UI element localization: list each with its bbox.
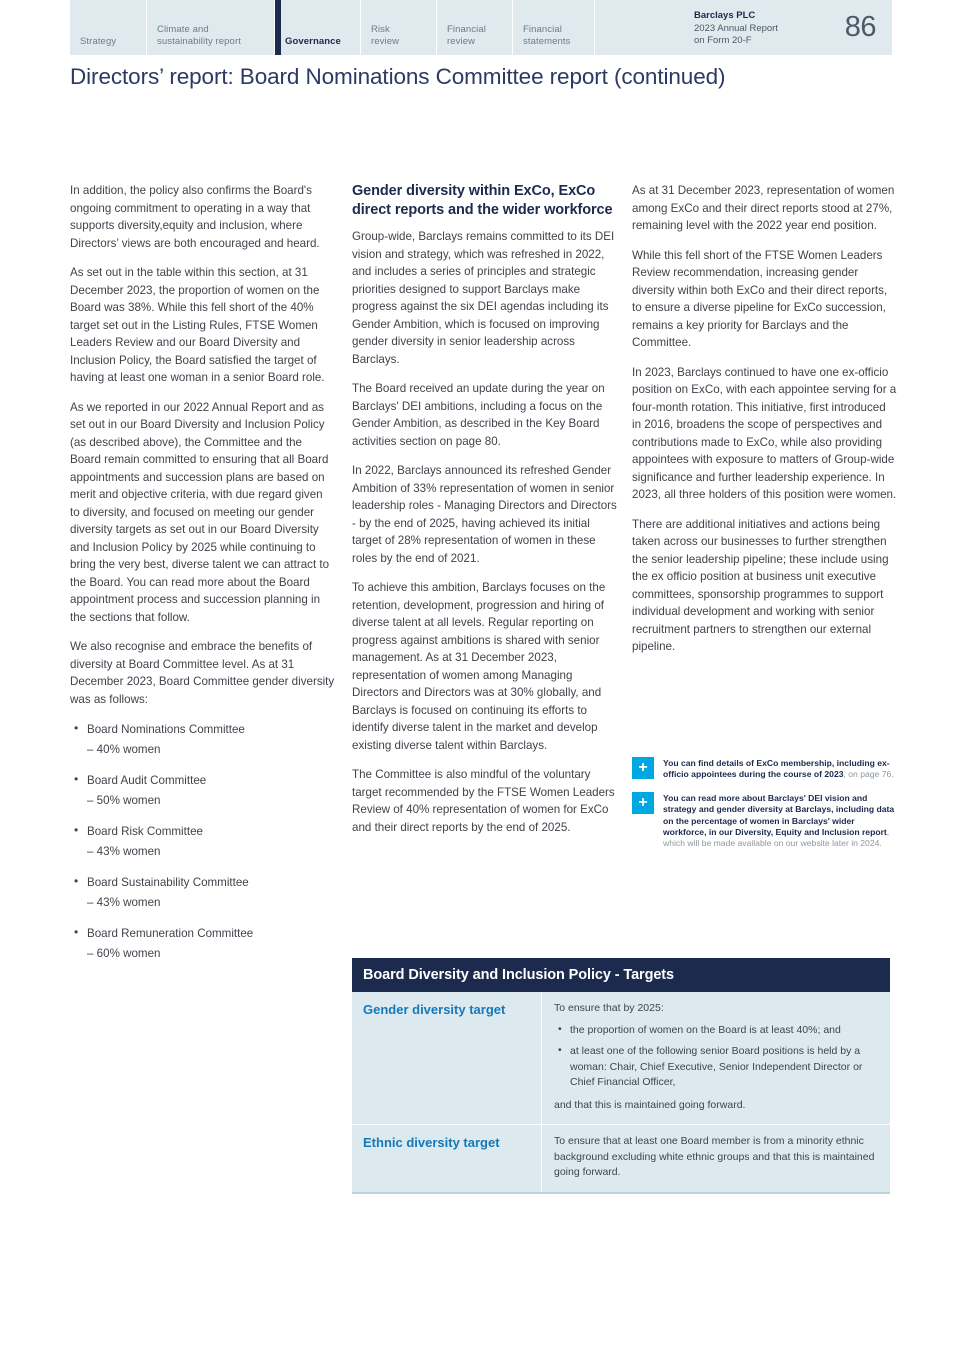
table-row (352, 992, 890, 1125)
text-column-3 (632, 182, 897, 668)
page-title: Directors’ report: Board Nominations Committee report (continued) (70, 64, 726, 89)
list-item (70, 924, 335, 963)
nav-tab-risk-review[interactable] (360, 0, 436, 55)
column1-paragraph-2: As set out in the table within this section, at 31 December 2023, the proportion of women on the Board was 38%. While this fell short of the 40% target set out in the Listing Rules, FTSE Women Leaders Review and our Board Diversity and Inclusion Policy, the Board satisfied the target of having at least one woman in a senior Board role. (70, 266, 325, 384)
callout-light-text: , which will be made available on our website later in 2024. (663, 827, 890, 849)
nav-tab-climate-label-line1: Climate and (157, 24, 209, 35)
column2-paragraph-2: The Board received an update during the year on Barclays' DEI ambitions, including a focus on the Gender Ambition, as described in the Key Board activities section on page 80. (352, 382, 605, 448)
nav-tab-climate-label (157, 24, 241, 47)
nav-tab-climate-label-line2: sustainability report (157, 35, 241, 47)
callout-dei-report-text (663, 792, 900, 850)
column2-paragraph-5: The Committee is also mindful of the voluntary target recommended by the FTSE Women Leaders Review of 40% representation of women for ExCo and their direct reports by the end of 2025. (352, 768, 615, 834)
committee-name: Board Remuneration Committee (87, 927, 254, 940)
table-row-body-ethnic (542, 1125, 890, 1192)
nav-tab-financial-statements[interactable] (512, 0, 594, 55)
column3-paragraph-3: In 2023, Barclays continued to have one ex-officio position on ExCo, with each appointee serving for a four-month rotation. This initiative, first introduced in 2016, broadens the scope of perspectives and contributions made to ExCo, while also providing appointees with exposure to matters of Group-wide significance and further leadership experience. In 2023, all three holders of this position were women. (632, 365, 897, 501)
nav-tab-climate-sustainability[interactable] (146, 0, 274, 55)
board-diversity-targets-table (352, 958, 890, 1194)
table-row-label-ethnic: Ethnic diversity target (352, 1125, 542, 1192)
list-item (70, 771, 335, 810)
table-cell-trailer: and that this is maintained going forward. (554, 1098, 746, 1111)
nav-tab-financial-statements-label-line2: statements (523, 35, 571, 47)
table-row (352, 1125, 890, 1192)
column1-paragraph-1: In addition, the policy also confirms the Board's ongoing commitment to operating in a way that supports diversity,equity and inclusion, where Directors’ views are both encouraged and heard. (70, 184, 320, 250)
nav-tab-financial-statements-label (523, 24, 570, 47)
list-item (70, 720, 335, 759)
nav-tab-risk-label-line1: Risk (371, 24, 390, 35)
callout-bold-text: You can find details of ExCo membership, including ex-officio appointees during the course of 2023 (663, 758, 890, 780)
nav-tab-financial-review[interactable] (436, 0, 512, 55)
column3-paragraph-2: While this fell short of the FTSE Women Leaders Review recommendation, increasing gender diversity within both ExCo and their direct reports, to ensure a diverse pipeline for ExCo succession, remains a key priority for Barclays and the Committee. (632, 248, 888, 349)
cross-reference-callouts (632, 757, 900, 861)
table-cell-intro: To ensure that by 2025: (554, 1002, 664, 1014)
text-column-1 (70, 182, 335, 975)
column1-paragraph-4: We also recognise and embrace the benefits of diversity at Board Committee level. As at 31 December 2023, Board Committee gender diversity was as follows: (70, 640, 335, 706)
report-meta (694, 10, 814, 48)
list-item: • at least one of the following senior Board positions is held by a woman: Chair, Chief Executive, Senior Independent Director or Chief Financial Officer, (554, 1044, 876, 1091)
table-cell-bullets (554, 1023, 876, 1091)
text-column-2 (352, 182, 617, 848)
callout-exco-membership-text (663, 757, 900, 781)
list-item (70, 873, 335, 912)
committee-value: – 43% women (87, 895, 161, 909)
committee-value: – 40% women (87, 742, 161, 756)
active-tab-marker (275, 0, 281, 55)
report-title-line1: 2023 Annual Report (694, 22, 778, 34)
committee-value: – 43% women (87, 844, 161, 858)
nav-tab-financial-review-label-line2: review (447, 35, 476, 47)
table-header: Board Diversity and Inclusion Policy - Targets (352, 958, 890, 992)
column3-paragraph-4: There are additional initiatives and actions being taken across our businesses to further strengthen the senior leadership pipeline; these include using the ex officio position at business unit executive committees, sponsorship programmes to support individual development and working with senior recruitment partners to strengthen our external pipeline. (632, 517, 889, 653)
column2-paragraph-4: To achieve this ambition, Barclays focuses on the retention, development, progression and hiring of diverse talent at all levels. Regular reporting on progress against ambitions is shared with senior management. As at 31 December 2023, representation of women among Managing Directors and Directors was at 30% globally, and Barclays is focused on continuing its efforts to identify diverse talent in the market and develop existing diverse talent within Barclays. (352, 581, 606, 752)
committee-value: – 50% women (87, 793, 161, 807)
page-header-nav (70, 0, 892, 55)
section-heading-gender-diversity: Gender diversity within ExCo, ExCo direct reports and the wider workforce (352, 183, 613, 218)
table-row-label-gender: Gender diversity target (352, 992, 542, 1124)
page-number: 86 (844, 11, 876, 43)
column1-paragraph-3: As we reported in our 2022 Annual Report and as set out in our Board Diversity and Inclusion Policy (as described above), the Committee and the Board remain committed to ensuring that all Board appointments and succession plans are based on merit and objective criteria, with due regard given to diversity, and focused on meeting our gender diversity targets as set out in our Board Diversity and Inclusion Policy by 2025 while continuing to bring the very best, diverse talent we can attract to the Board. You can read more about the Board appointment process and succession planning in the sections that follow. (70, 400, 330, 624)
committee-name: Board Nominations Committee (87, 723, 245, 736)
callout-light-text: , on page 76. (843, 769, 894, 780)
list-item: • the proportion of women on the Board is at least 40%; and (554, 1023, 876, 1039)
plus-icon: + (632, 757, 654, 779)
table-row-body-gender (542, 992, 890, 1124)
callout-dei-report[interactable] (632, 792, 900, 850)
nav-tab-governance[interactable] (274, 0, 360, 55)
committee-name: Board Risk Committee (87, 825, 203, 838)
table-cell-intro: To ensure that at least one Board member is from a minority ethnic background excluding white ethnic groups and that this is maintained going forward. (554, 1135, 875, 1178)
column2-paragraph-1: Group-wide, Barclays remains committed to its DEI vision and strategy, which was refreshed in 2022, and includes a series of principles and strategic priorities designed to support Barclays make progress against the six DEI agendas including its Gender Ambition, which is focused on improving gender diversity in senior leadership across Barclays. (352, 230, 615, 366)
committee-name: Board Sustainability Committee (87, 876, 249, 889)
nav-tab-financial-statements-label-line1: Financial (523, 24, 562, 35)
nav-tab-financial-review-label-line1: Financial (447, 24, 486, 35)
nav-tab-risk-label (371, 24, 399, 47)
report-brand: Barclays PLC (694, 10, 756, 21)
nav-tab-risk-label-line2: review (371, 35, 400, 47)
callout-exco-membership[interactable] (632, 757, 900, 781)
nav-tab-financial-review-label (447, 24, 486, 47)
callout-bold-text: You can read more about Barclays' DEI vision and strategy and gender diversity at Barclays, including data on the percentage of women in Barclays' wider workforce, in our Diversity, Equity and Inclusion report (663, 792, 895, 838)
nav-tab-governance-label: Governance (285, 35, 341, 47)
column3-paragraph-1: As at 31 December 2023, representation of women among ExCo and their direct reports stood at 27%, remaining level with the 2022 year end position. (632, 184, 895, 232)
nav-tab-strategy[interactable] (70, 0, 146, 55)
column2-paragraph-3: In 2022, Barclays announced its refreshed Gender Ambition of 33% representation of women in senior leadership roles - Managing Directors and Directors - by the end of 2025, having achieved its initial target of 28% representation of women in these roles by the end of 2021. (352, 464, 617, 565)
committee-name: Board Audit Committee (87, 774, 207, 787)
committee-gender-diversity-list (70, 720, 335, 963)
list-item (70, 822, 335, 861)
nav-tab-strategy-label: Strategy (80, 35, 117, 47)
plus-icon: + (632, 792, 654, 814)
report-title-line2: on Form 20-F (694, 35, 752, 46)
committee-value: – 60% women (87, 946, 161, 960)
